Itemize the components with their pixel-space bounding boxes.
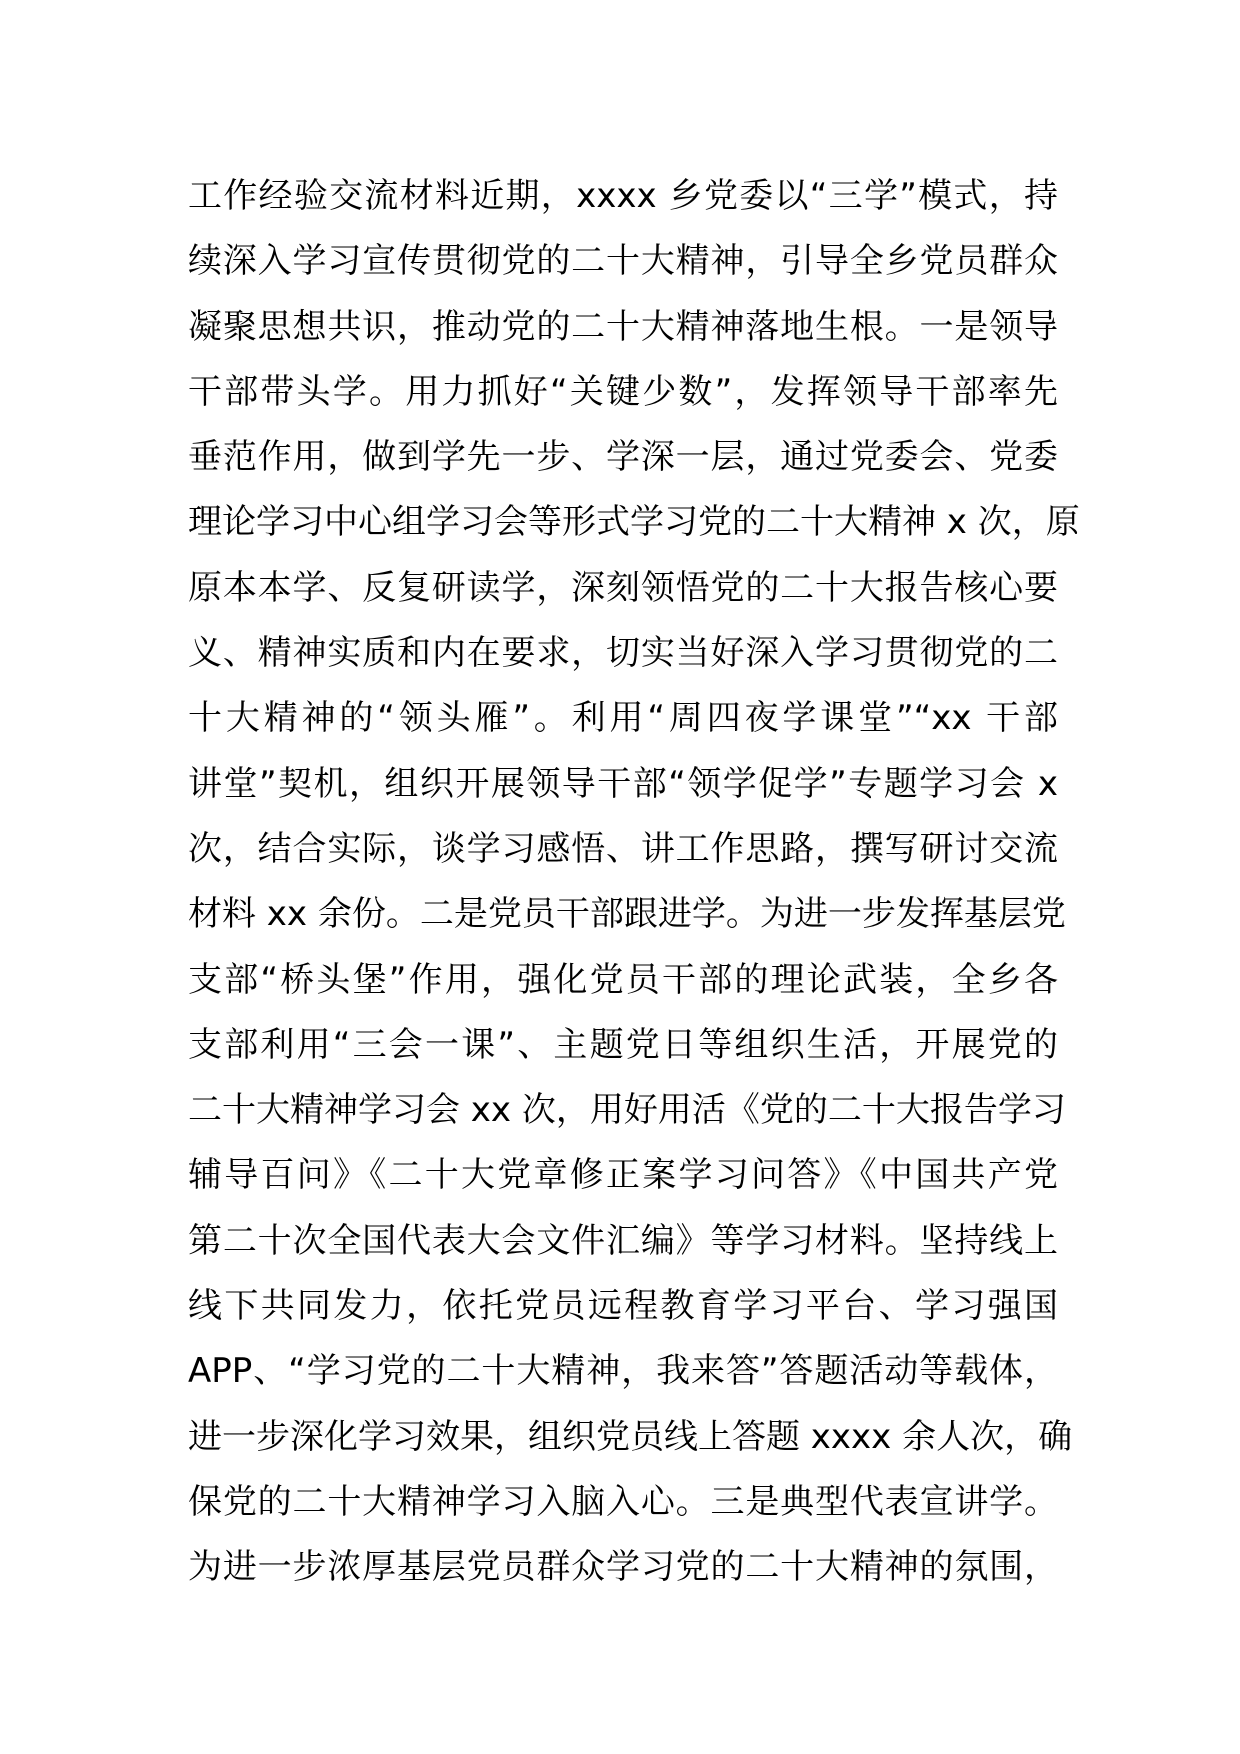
text-line: 十大精神的“领头雁”。利用“周四夜学课堂”“xx 干部 xyxy=(188,698,1058,739)
text-line: 原本本学、反复研读学，深刻领悟党的二十大报告核心要 xyxy=(188,567,1058,608)
text-line: 义、精神实质和内在要求，切实当好深入学习贯彻党的二 xyxy=(188,633,1058,674)
text-line: 干部带头学。用力抓好“关键少数”，发挥领导干部率先 xyxy=(188,371,1058,412)
text-line: 为进一步浓厚基层党员群众学习党的二十大精神的氛围， xyxy=(188,1547,1058,1588)
text-line: 进一步深化学习效果，组织党员线上答题 xxxx 余人次，确 xyxy=(188,1416,1073,1457)
body-paragraph xyxy=(188,164,1080,1601)
text-line: 垂范作用，做到学先一步、学深一层，通过党委会、党委 xyxy=(188,437,1058,478)
text-line: 支部利用“三会一课”、主题党日等组织生活，开展党的 xyxy=(188,1024,1058,1065)
text-line: 凝聚思想共识，推动党的二十大精神落地生根。一是领导 xyxy=(188,306,1058,347)
text-line: 材料 xx 余份。二是党员干部跟进学。为进一步发挥基层党 xyxy=(188,894,1066,935)
text-line: 辅导百问》《二十大党章修正案学习问答》《中国共产党 xyxy=(188,1155,1058,1196)
text-line: 保党的二十大精神学习入脑入心。三是典型代表宣讲学。 xyxy=(188,1481,1058,1522)
text-line: 第二十次全国代表大会文件汇编》等学习材料。坚持线上 xyxy=(188,1220,1058,1261)
text-line: 二十大精神学习会 xx 次，用好用活《党的二十大报告学习 xyxy=(188,1090,1066,1131)
text-line: 线下共同发力，依托党员远程教育学习平台、学习强国 xyxy=(188,1286,1058,1327)
text-line: 理论学习中心组学习会等形式学习党的二十大精神 x 次，原 xyxy=(188,502,1080,543)
text-line: 次，结合实际，谈学习感悟、讲工作思路，撰写研讨交流 xyxy=(188,828,1058,869)
text-line: 讲堂”契机，组织开展领导干部“领学促学”专题学习会 x xyxy=(188,763,1058,804)
text-line: 支部“桥头堡”作用，强化党员干部的理论武装，全乡各 xyxy=(188,959,1058,1000)
text-line: 续深入学习宣传贯彻党的二十大精神，引导全乡党员群众 xyxy=(188,241,1058,282)
text-line: APP、“学习党的二十大精神，我来答”答题活动等载体， xyxy=(188,1351,1058,1392)
text-line: 工作经验交流材料近期，xxxx 乡党委以“三学”模式，持 xyxy=(188,176,1058,216)
